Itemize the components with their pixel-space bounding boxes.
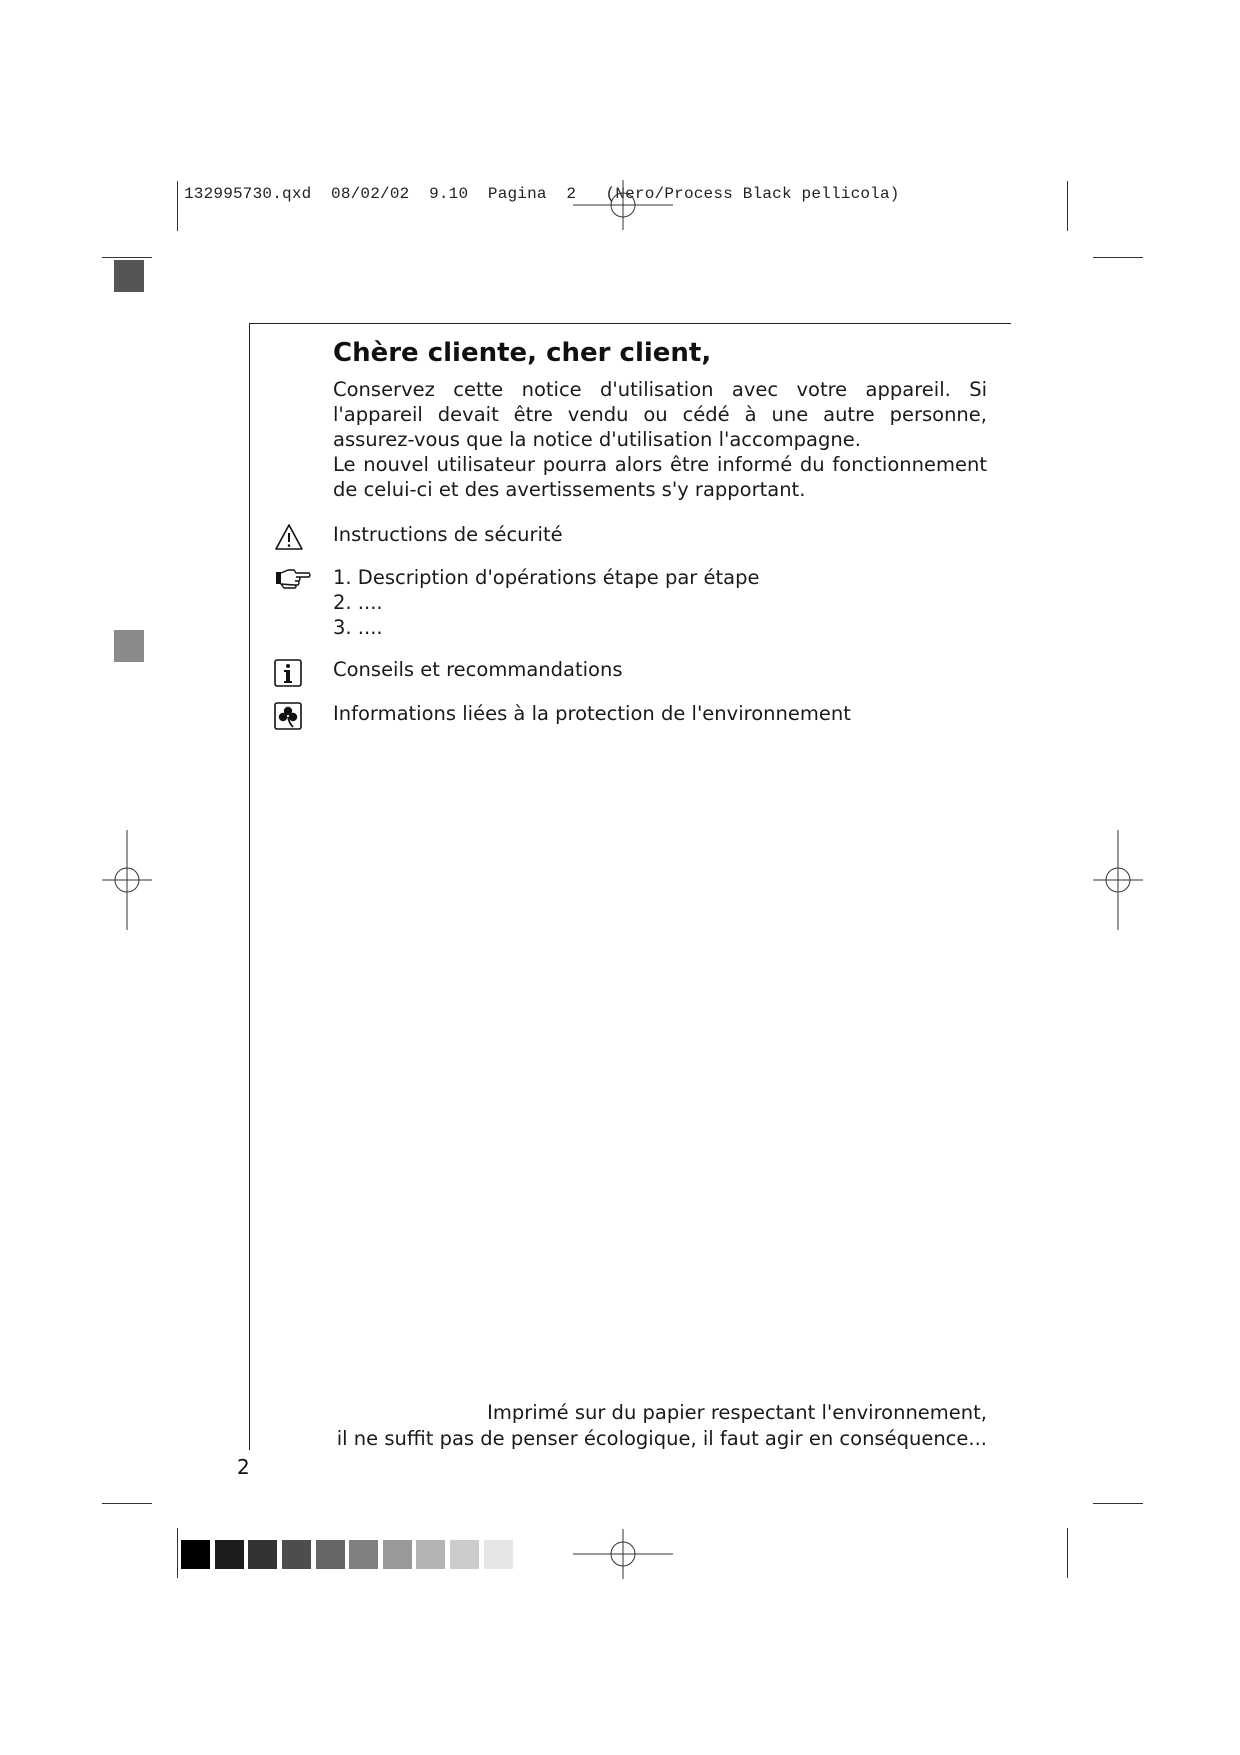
intro-text — [333, 377, 987, 502]
page-title: Chère cliente, cher client, — [333, 338, 712, 368]
calibration-swatch — [248, 1540, 277, 1569]
slug-time: 9.10 — [429, 185, 469, 203]
side-tab-dark — [114, 260, 144, 292]
eco-footer-line-1: Imprimé sur du papier respectant l'environnement, — [487, 1401, 987, 1424]
registration-mark-left — [102, 830, 152, 930]
crop-mark-top-left-vertical — [177, 181, 178, 231]
page-number: 2 — [237, 1455, 250, 1479]
calibration-swatch — [450, 1540, 479, 1569]
calibration-swatch — [383, 1540, 412, 1569]
warning-triangle-icon — [274, 523, 304, 555]
side-tab-light — [114, 630, 144, 662]
legend-environment-label: Informations liées à la protection de l'environnement — [333, 702, 851, 725]
intro-paragraph-2: Le nouvel utilisateur pourra alors être informé du fonctionnement de celui-ci et des avertissements s'y rapportant. — [333, 453, 987, 501]
crop-mark-top-left-horizontal — [102, 257, 152, 258]
step-item: 2. .... — [333, 591, 383, 614]
calibration-swatch — [215, 1540, 244, 1569]
shamrock-icon — [274, 702, 302, 734]
content-top-rule — [249, 323, 1011, 324]
info-icon — [274, 659, 302, 691]
calibration-swatch — [316, 1540, 345, 1569]
eco-footer-note — [337, 1400, 987, 1452]
pointing-hand-icon — [274, 566, 312, 594]
crop-mark-top-right-horizontal — [1093, 257, 1143, 258]
legend-safety-label: Instructions de sécurité — [333, 523, 563, 546]
intro-paragraph-1: Conservez cette notice d'utilisation avec votre appareil. Si l'appareil devait être vendu ou cédé à une autre personne, assurez-vous que la notice d'utilisation l'accompagne. — [333, 378, 987, 451]
slug-plate: (Nero/Process Black pellicola) — [605, 185, 900, 203]
calibration-swatch — [282, 1540, 311, 1569]
calibration-swatch — [416, 1540, 445, 1569]
crop-mark-bottom-right-horizontal — [1093, 1503, 1143, 1504]
printer-slug — [184, 185, 900, 203]
content-left-rule — [249, 323, 250, 1450]
legend-environment — [333, 701, 851, 726]
crop-mark-bottom-right-vertical — [1067, 1528, 1068, 1578]
crop-mark-bottom-left-vertical — [177, 1528, 178, 1578]
eco-footer-line-2: il ne suffit pas de penser écologique, il faut agir en conséquence... — [336, 1427, 987, 1450]
registration-mark-bottom — [573, 1529, 673, 1579]
step-item: 1. Description d'opérations étape par étape — [333, 566, 760, 589]
crop-mark-top-right-vertical — [1067, 181, 1068, 231]
step-item: 3. .... — [333, 616, 383, 639]
slug-date: 08/02/02 — [331, 185, 410, 203]
calibration-swatch — [181, 1540, 210, 1569]
calibration-swatch — [484, 1540, 513, 1569]
legend-tips — [333, 657, 622, 682]
registration-mark-top — [573, 180, 673, 230]
legend-steps — [333, 565, 759, 640]
slug-file: 132995730.qxd — [184, 185, 312, 203]
slug-page-label: Pagina — [487, 185, 547, 203]
calibration-swatch — [349, 1540, 378, 1569]
crop-mark-bottom-left-horizontal — [102, 1503, 152, 1504]
slug-page-number: 2 — [566, 185, 577, 203]
legend-safety — [333, 522, 563, 547]
registration-mark-right — [1093, 830, 1143, 930]
legend-tips-label: Conseils et recommandations — [333, 658, 623, 681]
